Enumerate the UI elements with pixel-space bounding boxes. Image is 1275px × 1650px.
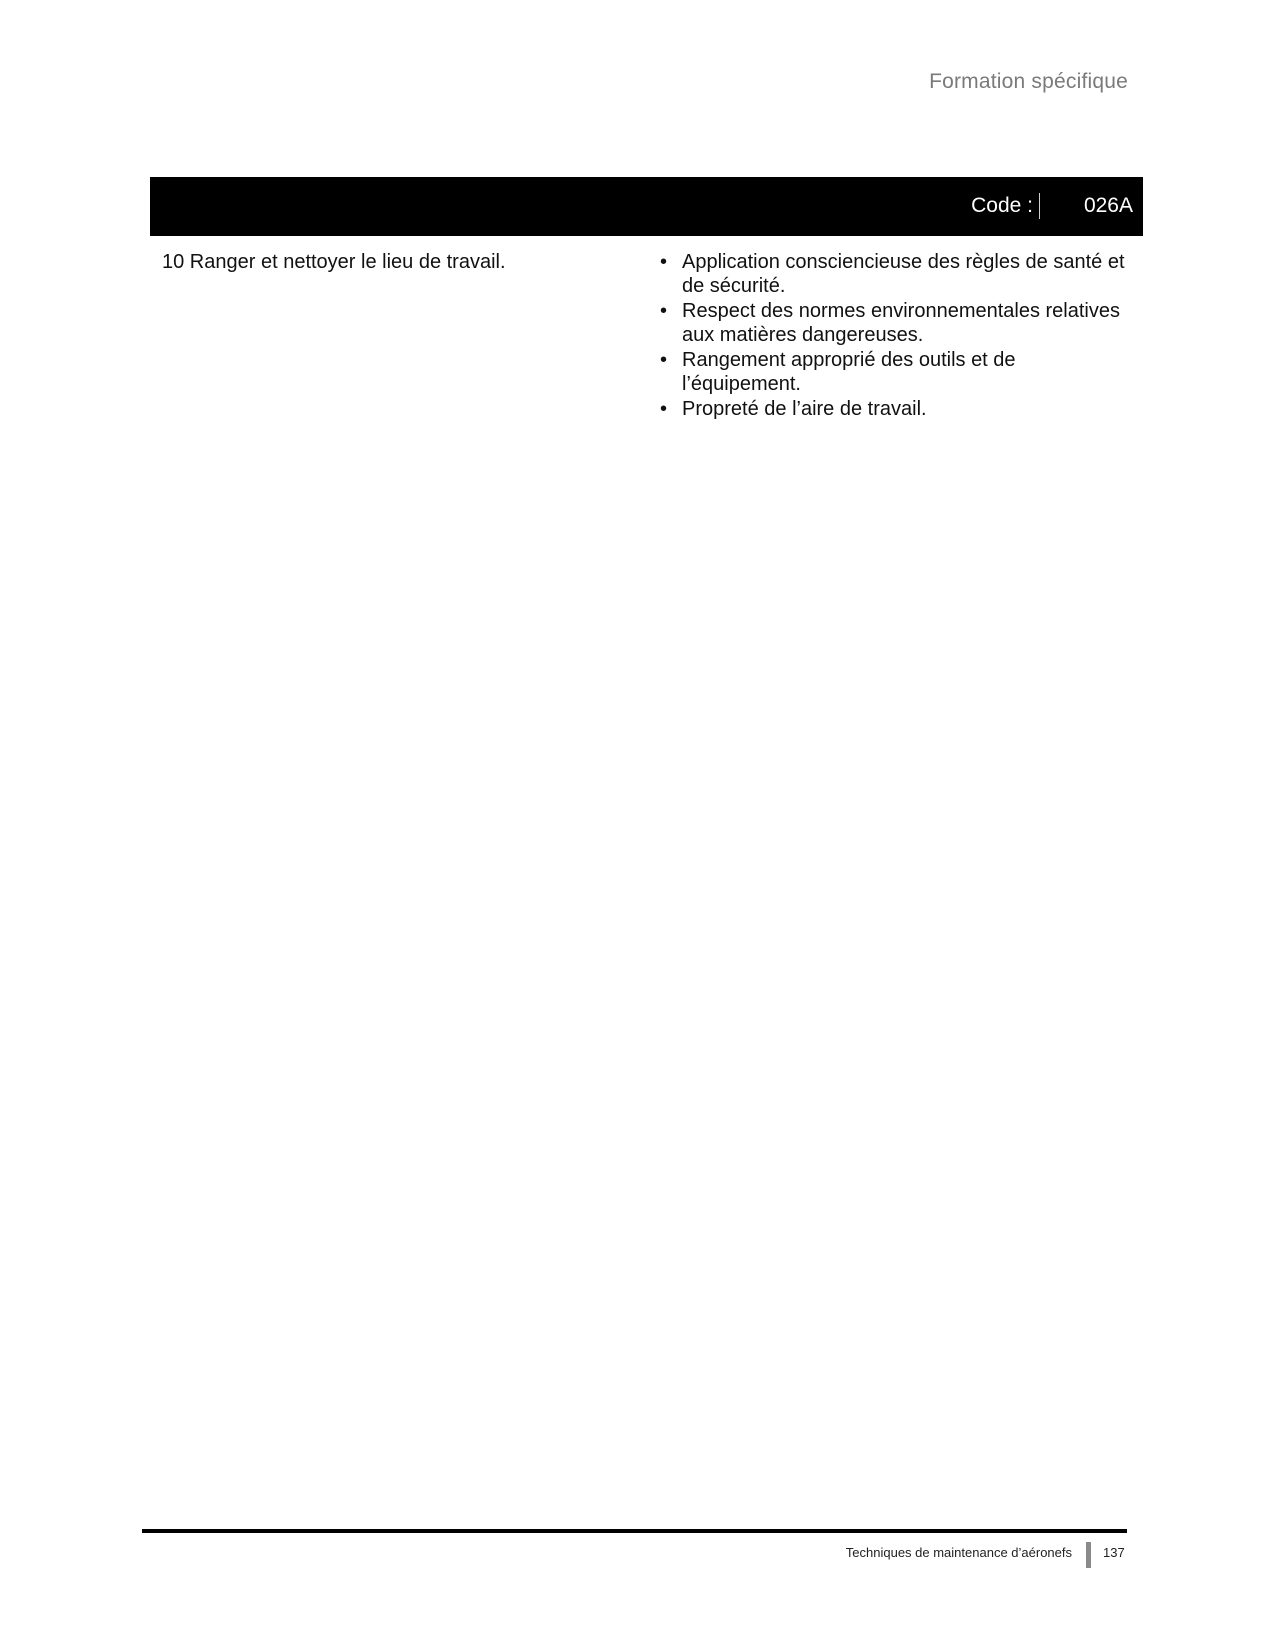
bullet-icon: • [660,300,668,322]
code-value: 026A [1083,194,1133,217]
criteria-item [660,299,1130,347]
criteria-text: Propreté de l’aire de travail. [682,398,927,420]
code-separator [1039,193,1040,219]
bullet-icon: • [660,349,668,371]
criteria-text: Rangement approprié des outils et de l’équipement. [682,349,1016,395]
task-step: 10 Ranger et nettoyer le lieu de travail. [162,251,506,273]
footer-program-title: Techniques de maintenance d’aéronefs [845,1545,1072,1560]
criteria-text: Respect des normes environnementales relatives aux matières dangereuses. [682,300,1120,346]
bullet-icon: • [660,398,668,420]
criteria-item [660,250,1130,298]
bullet-icon: • [660,251,668,273]
criteria-item [660,348,1130,396]
page-number: 137 [1103,1545,1125,1560]
code-label: Code : [971,194,1033,217]
criteria-text: Application consciencieuse des règles de santé et de sécurité. [682,251,1125,297]
footer-separator [1086,1542,1091,1568]
criteria-item [660,397,1130,421]
footer-rule [142,1529,1127,1533]
code-bar [150,177,1143,236]
performance-criteria-list [660,250,1130,422]
running-header-title: Formation spécifique [929,70,1128,93]
